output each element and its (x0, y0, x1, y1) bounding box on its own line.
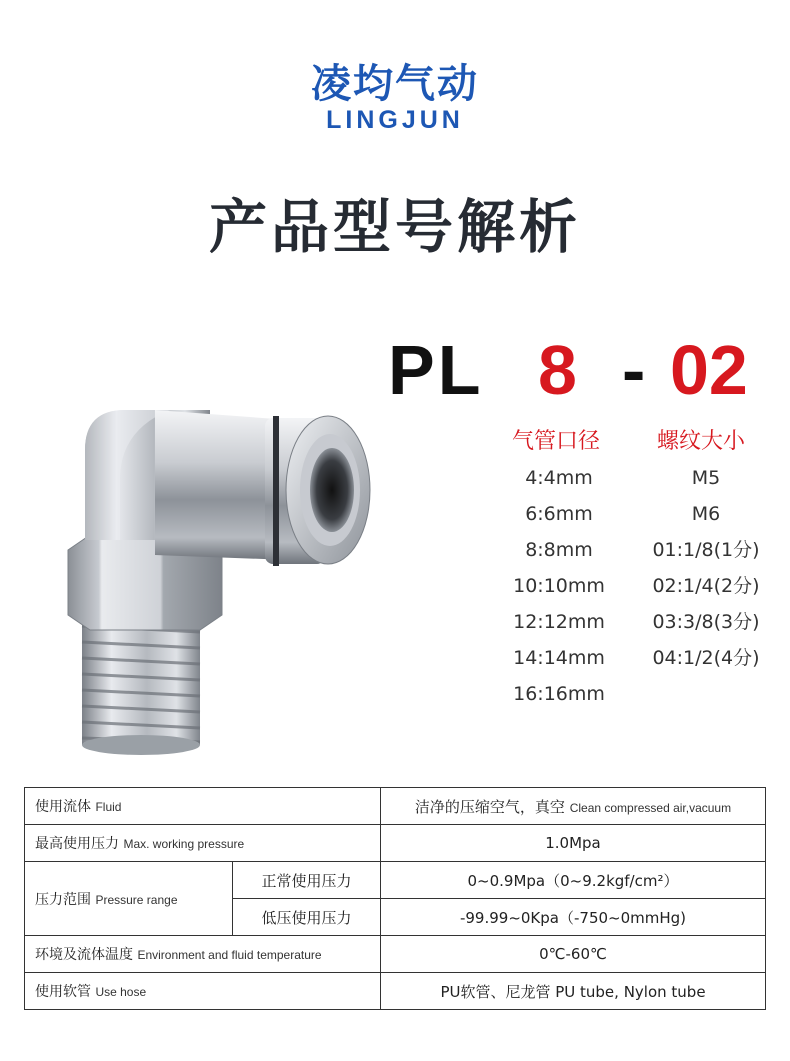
tube-diameter-header: 气管口径 (512, 429, 601, 454)
spec-value-fluid: 洁净的压缩空气，真空 Clean compressed air,vacuum (381, 788, 766, 825)
spec-value-max-pressure: 1.0Mpa (381, 825, 766, 862)
brand-logo-en: LINGJUN (326, 106, 464, 134)
page-title: 产品型号解析 (208, 193, 581, 261)
table-row (25, 936, 766, 973)
product-image (60, 390, 390, 774)
table-row (25, 788, 766, 825)
spec-value-low-pressure: -99.99~0Kpa（-750~0mmHg) (381, 899, 766, 936)
list-item: 03:3/8(3分) (652, 611, 760, 633)
spec-label-temperature: 环境及流体温度 Environment and fluid temperature (25, 936, 381, 973)
table-row (25, 862, 766, 899)
list-item: 16:16mm (513, 683, 605, 705)
tube-diameter-list (506, 462, 612, 714)
spec-label-low-pressure: 低压使用压力 (233, 899, 381, 936)
spec-table (24, 787, 766, 1010)
model-tube-size-code: 8 (538, 331, 577, 409)
list-item: 6:6mm (525, 503, 593, 525)
spec-label-normal-pressure: 正常使用压力 (233, 862, 381, 899)
list-item: 4:4mm (525, 467, 593, 489)
list-item: 12:12mm (513, 611, 605, 633)
list-item: M6 (691, 503, 721, 525)
spec-label-max-pressure: 最高使用压力 Max. working pressure (25, 825, 381, 862)
spec-value-normal-pressure: 0~0.9Mpa（0~9.2kgf/cm²） (381, 862, 766, 899)
model-thread-code: 02 (670, 331, 748, 409)
brand-logo-cn: 凌均气动 (311, 61, 479, 107)
spec-value-hose: PU软管、尼龙管 PU tube, Nylon tube (381, 973, 766, 1010)
model-series-code: PL (388, 331, 484, 409)
list-item: 8:8mm (525, 539, 593, 561)
thread-size-header: 螺纹大小 (657, 429, 746, 454)
table-row (25, 973, 766, 1010)
model-code-separator: - (622, 331, 646, 409)
thread-size-list (650, 462, 762, 678)
table-row (25, 825, 766, 862)
spec-label-pressure-range: 压力范围 Pressure range (25, 862, 233, 936)
list-item: 10:10mm (513, 575, 605, 597)
list-item: 04:1/2(4分) (652, 647, 760, 669)
list-item: 02:1/4(2分) (652, 575, 760, 597)
spec-label-fluid: 使用流体 Fluid (25, 788, 381, 825)
list-item: 14:14mm (513, 647, 605, 669)
spec-value-temperature: 0℃-60℃ (381, 936, 766, 973)
spec-label-hose: 使用软管 Use hose (25, 973, 381, 1010)
list-item: M5 (691, 467, 721, 489)
list-item: 01:1/8(1分) (652, 539, 760, 561)
